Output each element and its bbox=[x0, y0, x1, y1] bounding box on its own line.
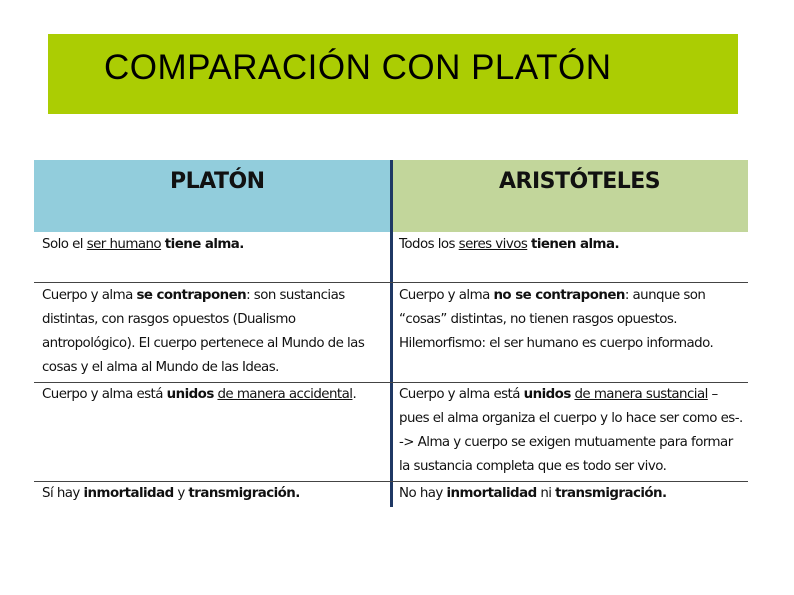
cell-aristoteles-4 bbox=[399, 482, 745, 506]
text: . bbox=[352, 387, 357, 402]
bold-text: unidos bbox=[523, 387, 571, 402]
text: . bbox=[614, 237, 619, 252]
underlined-text: ser humano bbox=[86, 237, 162, 252]
bold-text: transmigración bbox=[555, 486, 663, 501]
cell-aristoteles-1 bbox=[399, 233, 745, 257]
text: . bbox=[239, 237, 244, 252]
text: -> Alma y cuerpo se exigen mutuamente para formar la sustancia completa que es todo ser vivo. bbox=[399, 435, 733, 474]
cell-platon-2 bbox=[42, 284, 386, 380]
underlined-text: seres vivos bbox=[458, 237, 528, 252]
text: y bbox=[173, 486, 189, 501]
cell-platon-3 bbox=[42, 383, 386, 407]
header-aristoteles: ARISTÓTELES bbox=[393, 160, 748, 232]
bold-text: inmortalidad bbox=[83, 486, 174, 501]
bold-text: transmigración bbox=[188, 486, 296, 501]
text: Cuerpo y alma bbox=[399, 288, 494, 303]
slide-title: COMPARACIÓN CON PLATÓN bbox=[104, 48, 612, 87]
cell-aristoteles-2 bbox=[399, 284, 745, 356]
text: Sí hay bbox=[42, 486, 84, 501]
text: : son sustancias distintas, con rasgos opuestos (Dualismo antropológico). El cuerpo pertenece al Mundo de las cosas y el alma al Mundo de las Ideas. bbox=[42, 288, 365, 375]
text: Todos los bbox=[399, 237, 459, 252]
cell-platon-4 bbox=[42, 482, 386, 506]
text: Cuerpo y alma está bbox=[42, 387, 167, 402]
bold-text: tiene alma bbox=[164, 237, 240, 252]
underlined-text: de manera sustancial bbox=[574, 387, 708, 402]
text: Solo el bbox=[42, 237, 87, 252]
cell-aristoteles-3 bbox=[399, 383, 745, 479]
row-divider bbox=[34, 282, 748, 283]
text: . bbox=[662, 486, 667, 501]
text: Cuerpo y alma bbox=[42, 288, 137, 303]
cell-platon-1 bbox=[42, 233, 386, 257]
text: No hay bbox=[399, 486, 447, 501]
column-divider bbox=[390, 160, 393, 507]
header-platon: PLATÓN bbox=[34, 160, 391, 232]
text: Cuerpo y alma está bbox=[399, 387, 524, 402]
text: –pues el alma organiza el cuerpo y lo hace ser como es-. bbox=[399, 387, 743, 426]
bold-text: se contraponen bbox=[136, 288, 247, 303]
bold-text: no se contraponen bbox=[493, 288, 625, 303]
bold-text: tienen alma bbox=[530, 237, 615, 252]
title-banner bbox=[48, 34, 738, 114]
text: Hilemorfismo: el ser humano es cuerpo informado. bbox=[399, 336, 714, 351]
text: . bbox=[295, 486, 300, 501]
bold-text: unidos bbox=[166, 387, 214, 402]
bold-text: inmortalidad bbox=[446, 486, 537, 501]
underlined-text: de manera accidental bbox=[217, 387, 353, 402]
comparison-table bbox=[34, 160, 748, 507]
text: : aunque son “cosas” distintas, no tienen rasgos opuestos. bbox=[399, 288, 706, 327]
text: ni bbox=[536, 486, 556, 501]
